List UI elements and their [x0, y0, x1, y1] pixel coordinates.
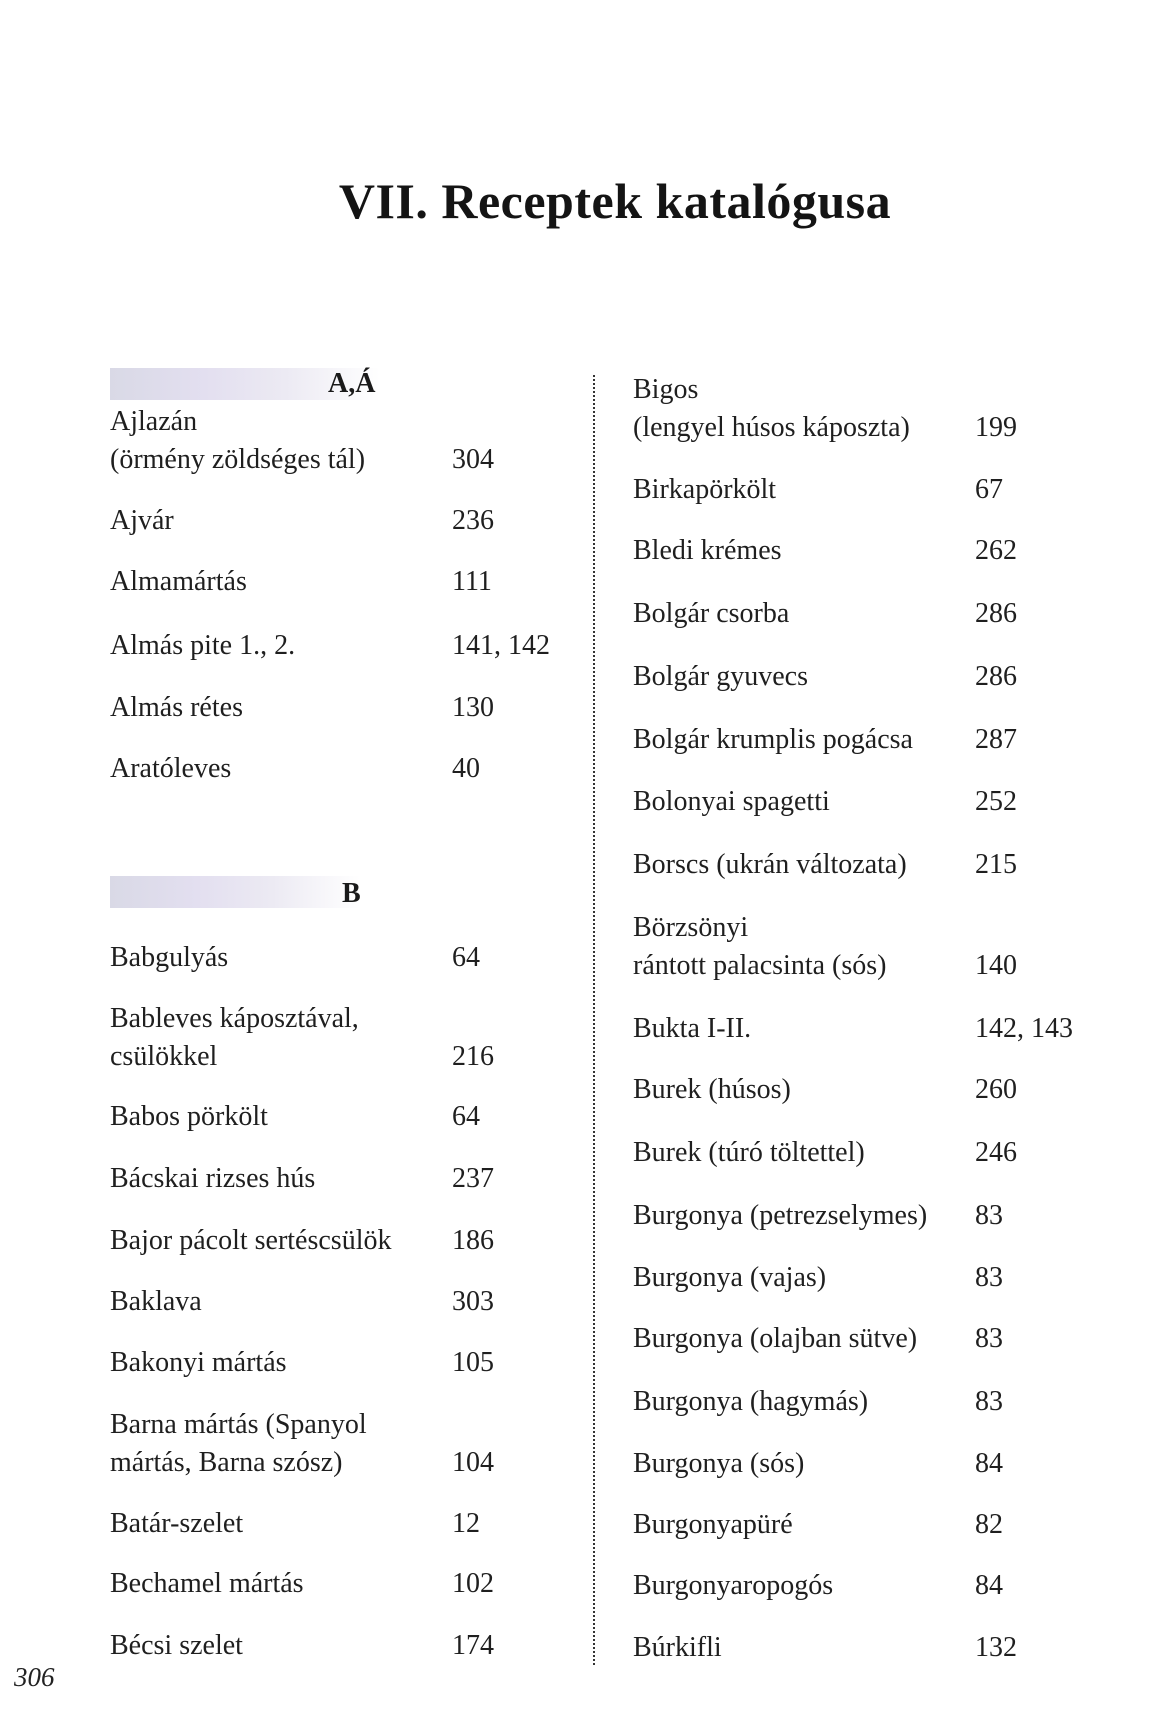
- entry-name: Bolgár csorba: [633, 598, 790, 629]
- entry-name: Ajvár: [110, 505, 174, 536]
- entry-name: Bajor pácolt sertéscsülök: [110, 1225, 392, 1256]
- section-letter-b: B: [342, 878, 361, 909]
- entry-name: Búrkifli: [633, 1632, 722, 1663]
- entry-name: Burgonyapüré: [633, 1509, 793, 1540]
- entry-page: 237: [452, 1163, 494, 1194]
- entry-name: Bechamel mártás: [110, 1568, 304, 1599]
- entry-name: Birkapörkölt: [633, 474, 777, 505]
- entry-name: Burgonyaropogós: [633, 1570, 834, 1601]
- entry-page: 83: [975, 1386, 1003, 1417]
- entry-name: Bableves káposztával, csülökkel: [110, 1003, 359, 1072]
- entry-name: Burgonya (sós): [633, 1448, 805, 1479]
- entry-page: 174: [452, 1630, 494, 1661]
- entry-page: 104: [452, 1447, 494, 1478]
- entry-name: Bledi krémes: [633, 535, 782, 566]
- entry-page: 12: [452, 1508, 480, 1539]
- entry-page: 246: [975, 1137, 1017, 1168]
- entry-name: Baklava: [110, 1286, 202, 1317]
- entry-page: 286: [975, 598, 1017, 629]
- entry-page: 142, 143: [975, 1013, 1073, 1044]
- entry-name: Babgulyás: [110, 942, 229, 973]
- entry-name: Bécsi szelet: [110, 1630, 243, 1661]
- entry-page: 84: [975, 1448, 1003, 1479]
- entry-page: 215: [975, 849, 1017, 880]
- entry-page: 252: [975, 786, 1017, 817]
- entry-name: Babos pörkölt: [110, 1101, 268, 1132]
- entry-name: Burgonya (vajas): [633, 1262, 827, 1293]
- entry-name: Almás rétes: [110, 692, 243, 723]
- entry-name: Bácskai rizses hús: [110, 1163, 316, 1194]
- entry-name: Batár-szelet: [110, 1508, 244, 1539]
- entry-page: 64: [452, 1101, 480, 1132]
- entry-page: 260: [975, 1074, 1017, 1105]
- entry-page: 64: [452, 942, 480, 973]
- entry-page: 111: [452, 566, 492, 597]
- entry-page: 83: [975, 1262, 1003, 1293]
- entry-name: Ajlazán (örmény zöldséges tál): [110, 406, 366, 475]
- page-title: VII. Receptek katalógusa: [338, 173, 892, 229]
- entry-page: 83: [975, 1200, 1003, 1231]
- entry-page: 83: [975, 1323, 1003, 1354]
- entry-page: 286: [975, 661, 1017, 692]
- entry-page: 303: [452, 1286, 494, 1317]
- entry-name: Bukta I-II.: [633, 1013, 752, 1044]
- entry-page: 304: [452, 444, 494, 475]
- entry-page: 132: [975, 1632, 1017, 1663]
- entry-name: Burek (túró töltettel): [633, 1137, 865, 1168]
- entry-page: 199: [975, 412, 1017, 443]
- entry-page: 186: [452, 1225, 494, 1256]
- column-divider: [593, 375, 595, 1665]
- entry-name: Bolgár gyuvecs: [633, 661, 808, 692]
- entry-page: 141, 142: [452, 630, 550, 661]
- entry-page: 102: [452, 1568, 494, 1599]
- section-header-b: [110, 876, 360, 908]
- section-letter-a: A,Á: [328, 368, 376, 399]
- entry-name: Aratóleves: [110, 753, 232, 784]
- entry-page: 262: [975, 535, 1017, 566]
- entry-page: 287: [975, 724, 1017, 755]
- entry-page: 82: [975, 1509, 1003, 1540]
- entry-name: Burgonya (hagymás): [633, 1386, 869, 1417]
- entry-page: 84: [975, 1570, 1003, 1601]
- entry-name: Burgonya (olajban sütve): [633, 1323, 918, 1354]
- entry-name: Borscs (ukrán változata): [633, 849, 907, 880]
- entry-page: 67: [975, 474, 1003, 505]
- entry-name: Börzsönyi rántott palacsinta (sós): [633, 912, 887, 981]
- entry-page: 140: [975, 950, 1017, 981]
- entry-name: Bolonyai spagetti: [633, 786, 830, 817]
- entry-page: 236: [452, 505, 494, 536]
- entry-name: Bigos (lengyel húsos káposzta): [633, 374, 910, 443]
- entry-name: Burgonya (petrezselymes): [633, 1200, 928, 1231]
- entry-name: Almás pite 1., 2.: [110, 630, 296, 661]
- entry-page: 216: [452, 1041, 494, 1072]
- entry-page: 130: [452, 692, 494, 723]
- entry-page: 40: [452, 753, 480, 784]
- entry-name: Burek (húsos): [633, 1074, 791, 1105]
- entry-name: Bolgár krumplis pogácsa: [633, 724, 913, 755]
- page-number: 306: [14, 1662, 55, 1692]
- entry-page: 105: [452, 1347, 494, 1378]
- entry-name: Almamártás: [110, 566, 247, 597]
- entry-name: Barna mártás (Spanyol mártás, Barna szósz): [110, 1409, 367, 1478]
- entry-name: Bakonyi mártás: [110, 1347, 287, 1378]
